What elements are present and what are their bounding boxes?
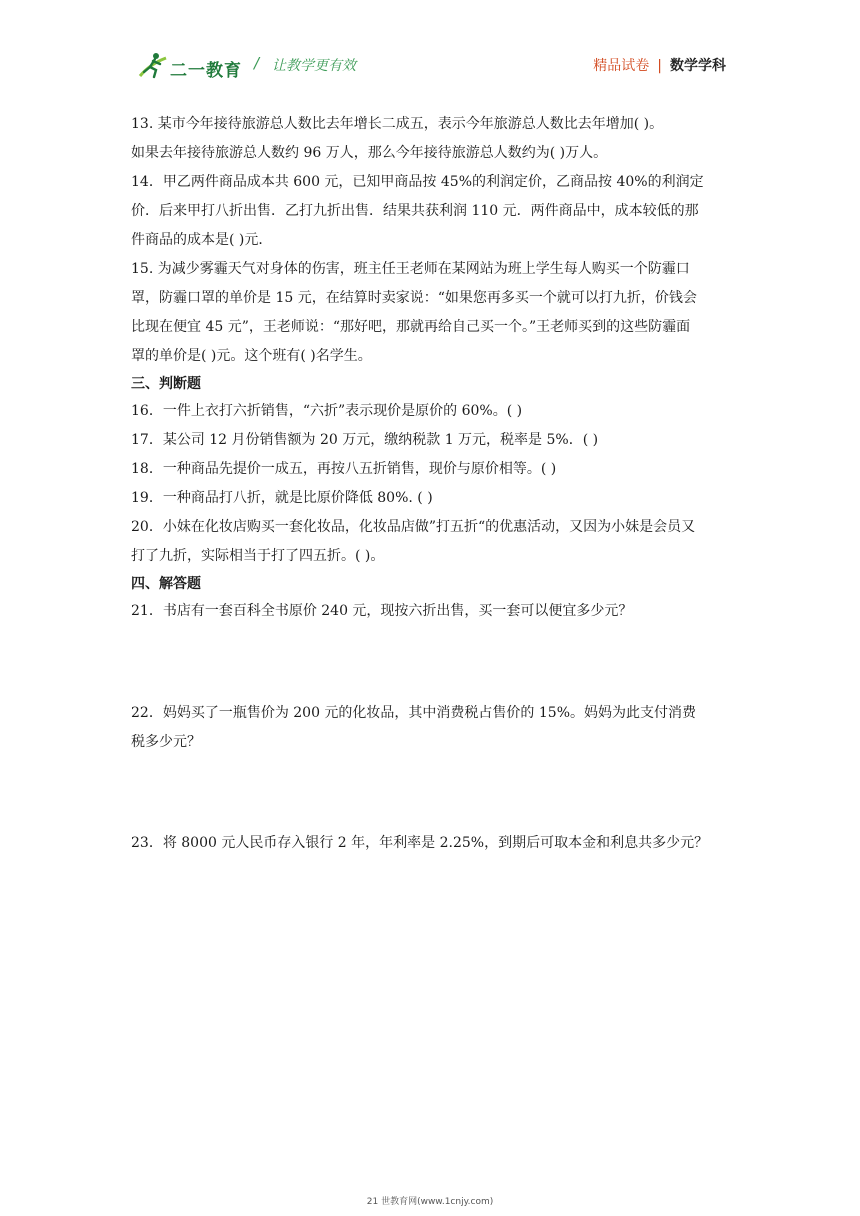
running-figure-icon bbox=[136, 50, 172, 80]
text-line: 件商品的成本是( )元． bbox=[131, 232, 273, 248]
logo bbox=[136, 50, 264, 80]
text-line: 罩的单价是( )元。这个班有( )名学生。 bbox=[131, 348, 372, 364]
question-23: 23．将 8000 元人民币存入银行 2 年，年利率是 2.25%，到期后可取本金和利息共多少元？ bbox=[131, 835, 709, 851]
section-heading: 三、判断题 bbox=[131, 376, 201, 392]
text-line: 价．后来甲打八折出售．乙打九折出售．结果共获利润 110 元．两件商品中，成本较低的那 bbox=[131, 203, 699, 219]
header-right bbox=[593, 55, 726, 75]
text-line: 罩，防霾口罩的单价是 15 元，在结算时卖家说：“如果您再多买一个就可以打九折，价钱会 bbox=[131, 290, 697, 306]
page-footer: 21 世教育网(www.1cnjy.com) bbox=[366, 1197, 494, 1207]
question-22: 22．妈妈买了一瓶售价为 200 元的化妆品，其中消费税占售价的 15%。妈妈为此支付消费 bbox=[131, 705, 697, 721]
subject-label: 数学学科 bbox=[670, 58, 726, 74]
document-body bbox=[131, 110, 731, 858]
question-21: 21．书店有一套百科全书原价 240 元，现按六折出售，买一套可以便宜多少元？ bbox=[131, 603, 633, 619]
question-20-cont: 打了九折，实际相当于打了四五折。( )。 bbox=[131, 548, 385, 564]
section-heading: 四、解答题 bbox=[131, 576, 201, 592]
badge-label: 精品试卷 bbox=[593, 58, 650, 74]
text-line: 比现在便宜 45 元”，王老师说：“那好吧，那就再给自己买一个。”王老师买到的这些防霾面 bbox=[131, 319, 691, 335]
text-line: 14．甲乙两件商品成本共 600 元，已知甲商品按 45%的利润定价，乙商品按 40%的利润定 bbox=[131, 174, 704, 190]
text-line: 15. 为减少雾霾天气对身体的伤害，班主任王老师在某网站为班上学生每人购买一个防霾口 bbox=[131, 261, 690, 277]
logo-text: 二一教育 bbox=[170, 61, 242, 81]
question-19: 19．一种商品打八折，就是比原价降低 80%. ( ) bbox=[131, 490, 433, 506]
text-line: 13. 某市今年接待旅游总人数比去年增长二成五，表示今年旅游总人数比去年增加( )。 bbox=[131, 116, 664, 132]
question-18: 18．一种商品先提价一成五，再按八五折销售，现价与原价相等。( ) bbox=[131, 461, 557, 477]
question-22-cont: 税多少元？ bbox=[131, 734, 201, 750]
slogan-separator: / bbox=[254, 54, 260, 72]
question-16: 16．一件上衣打六折销售，“六折”表示现价是原价的 60%。( ) bbox=[131, 403, 523, 419]
slogan: 让教学更有效 bbox=[272, 58, 356, 74]
page-header bbox=[0, 0, 860, 90]
answer-space bbox=[131, 626, 731, 699]
question-17: 17．某公司 12 月份销售额为 20 万元，缴纳税款 1 万元，税率是 5%．( ) bbox=[131, 432, 599, 448]
text-line: 如果去年接待旅游总人数约 96 万人，那么今年接待旅游总人数约为( )万人。 bbox=[131, 145, 608, 161]
header-divider: | bbox=[657, 58, 662, 74]
question-20: 20．小妹在化妆店购买一套化妆品，化妆品店做”打五折“的优惠活动，又因为小妹是会员又 bbox=[131, 519, 696, 535]
answer-space bbox=[131, 757, 731, 829]
